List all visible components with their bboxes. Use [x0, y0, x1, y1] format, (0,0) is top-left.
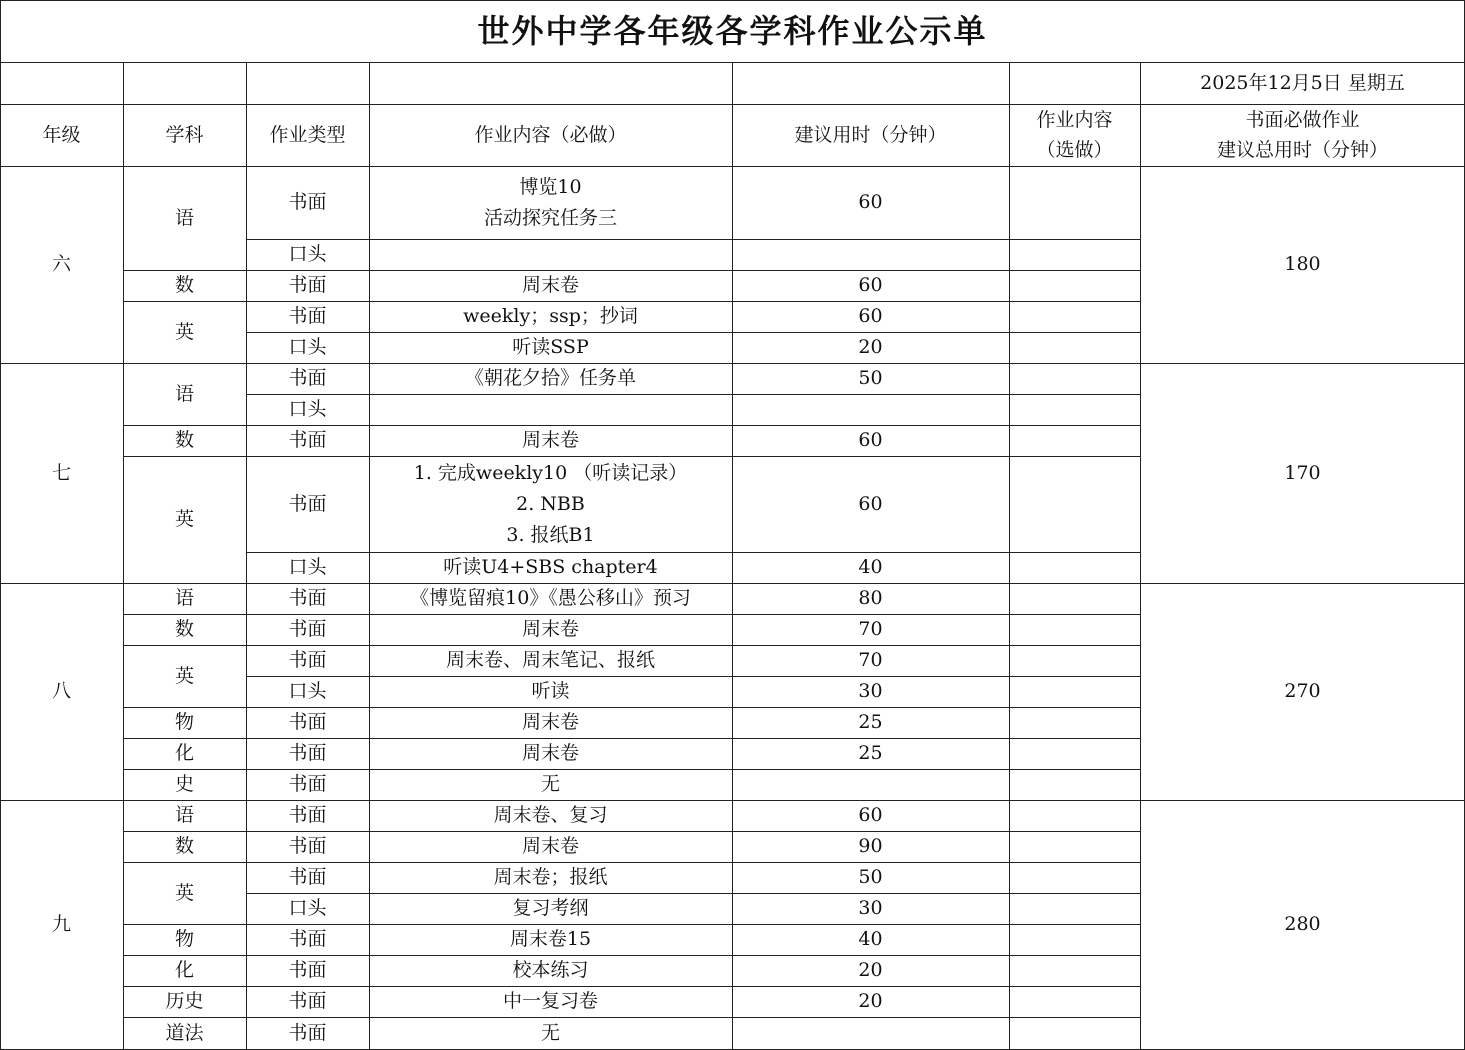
suggested-time-cell: 30 [858, 897, 883, 919]
subject-cell: 化 [174, 742, 194, 764]
subject-cell: 历史 [165, 990, 204, 1012]
subject-cell: 物 [174, 711, 194, 733]
v-rule [246, 62, 247, 1049]
header-content: 作业内容（必做） [474, 124, 627, 146]
suggested-time-cell [732, 769, 1009, 800]
homework-type-cell: 口头 [288, 680, 327, 702]
subject-cell: 数 [174, 835, 194, 857]
suggested-time-cell: 25 [858, 711, 883, 733]
suggested-time-cell: 60 [858, 429, 883, 451]
suggested-time-cell: 60 [858, 274, 883, 296]
homework-content-cell: 听读U4+SBS chapter4 [443, 556, 658, 578]
homework-type-cell: 书面 [288, 587, 327, 609]
homework-content-cell: 中一复习卷 [502, 990, 598, 1012]
suggested-time-cell: 60 [858, 305, 883, 327]
header-type: 作业类型 [269, 124, 346, 146]
homework-type-cell: 书面 [288, 773, 327, 795]
header-total: 书面必做作业 建议总用时（分钟） [1216, 109, 1388, 161]
subject-cell: 数 [174, 618, 194, 640]
h-rule [123, 955, 1141, 956]
suggested-time-cell: 50 [858, 866, 883, 888]
subject-cell: 语 [174, 804, 194, 826]
v-rule [1140, 62, 1141, 1049]
homework-content-cell: 周末卷、周末笔记、报纸 [445, 649, 655, 671]
grade-cell: 六 [51, 253, 71, 275]
homework-type-cell: 书面 [288, 191, 327, 213]
homework-type-cell: 书面 [288, 711, 327, 733]
grade-cell: 九 [51, 913, 71, 935]
homework-type-cell: 书面 [288, 804, 327, 826]
homework-content-cell: 1. 完成weekly10 （听读记录） 2. NBB 3. 报纸B1 [413, 461, 688, 546]
h-rule [123, 301, 1141, 302]
subject-cell: 数 [174, 429, 194, 451]
h-rule [246, 394, 1141, 395]
homework-content-cell: 听读SSP [512, 336, 589, 358]
header-optional: 作业内容 （选做） [1036, 109, 1113, 161]
total-time-cell: 170 [1284, 461, 1321, 484]
homework-content-cell: 周末卷 [521, 742, 579, 764]
header-grade: 年级 [42, 124, 81, 146]
v-rule [369, 62, 370, 1049]
h-rule [123, 425, 1141, 426]
h-rule [123, 831, 1141, 832]
grade-cell: 七 [51, 461, 71, 484]
total-time-cell: 280 [1284, 913, 1321, 935]
homework-content-cell: 周末卷 [521, 274, 579, 296]
homework-content-cell: 周末卷、复习 [493, 804, 608, 826]
sheet-title: 世外中学各年级各学科作业公示单 [477, 11, 988, 50]
suggested-time-cell: 80 [858, 587, 883, 609]
h-rule [246, 332, 1141, 333]
homework-type-cell: 口头 [288, 243, 327, 265]
subject-cell: 史 [174, 773, 194, 795]
h-rule [123, 270, 1141, 271]
v-rule [732, 62, 733, 1049]
homework-content-cell [369, 239, 732, 270]
suggested-time-cell: 40 [858, 556, 883, 578]
grade-cell: 八 [51, 680, 71, 702]
subject-cell: 数 [174, 274, 194, 296]
subject-cell: 语 [174, 382, 194, 405]
suggested-time-cell: 60 [858, 492, 883, 515]
homework-type-cell: 口头 [288, 556, 327, 578]
suggested-time-cell: 60 [858, 191, 883, 213]
homework-type-cell: 书面 [288, 866, 327, 888]
subject-cell: 英 [174, 508, 194, 530]
homework-content-cell: 校本练习 [512, 959, 589, 981]
homework-content-cell: 周末卷 [521, 835, 579, 857]
homework-type-cell: 书面 [288, 305, 327, 327]
subject-cell: 英 [174, 881, 194, 904]
h-rule [123, 769, 1141, 770]
h-rule [123, 645, 1141, 646]
h-rule [123, 986, 1141, 987]
homework-type-cell: 书面 [288, 959, 327, 981]
homework-content-cell: 《博览留痕10》《愚公移山》预习 [410, 587, 691, 609]
homework-content-cell: 《朝花夕拾》任务单 [464, 367, 636, 389]
header-subject: 学科 [165, 124, 204, 146]
subject-cell: 物 [174, 928, 194, 950]
homework-content-cell: 周末卷 [521, 429, 579, 451]
homework-type-cell: 书面 [288, 367, 327, 389]
suggested-time-cell: 50 [858, 367, 883, 389]
homework-type-cell: 书面 [288, 1021, 327, 1044]
v-rule [123, 62, 124, 1049]
homework-content-cell: weekly；ssp；抄词 [463, 305, 638, 327]
homework-content-cell [369, 394, 732, 425]
homework-type-cell: 书面 [288, 618, 327, 640]
suggested-time-cell: 90 [858, 835, 883, 857]
total-time-cell: 270 [1284, 680, 1321, 702]
homework-content-cell: 周末卷 [521, 711, 579, 733]
suggested-time-cell: 20 [858, 990, 883, 1012]
date-label: 2025年12月5日 星期五 [1200, 71, 1405, 94]
subject-cell: 语 [174, 587, 194, 609]
subject-cell: 英 [174, 320, 194, 343]
homework-type-cell: 书面 [288, 492, 327, 515]
v-rule [0, 0, 1, 1049]
h-rule [246, 239, 1141, 240]
h-rule [123, 614, 1141, 615]
subject-cell: 道法 [165, 1021, 204, 1044]
h-rule [123, 1017, 1141, 1018]
homework-type-cell: 口头 [288, 336, 327, 358]
homework-type-cell: 口头 [288, 398, 327, 420]
v-rule [1009, 62, 1010, 1049]
h-rule [123, 862, 1141, 863]
homework-type-cell: 书面 [288, 928, 327, 950]
h-rule [246, 676, 1141, 677]
homework-type-cell: 书面 [288, 990, 327, 1012]
homework-type-cell: 书面 [288, 274, 327, 296]
homework-type-cell: 书面 [288, 429, 327, 451]
h-rule [123, 738, 1141, 739]
subject-cell: 语 [174, 206, 194, 229]
homework-content-cell: 周末卷；报纸 [493, 866, 608, 888]
subject-cell: 英 [174, 664, 194, 687]
subject-cell: 化 [174, 959, 194, 981]
homework-type-cell: 书面 [288, 835, 327, 857]
suggested-time-cell: 30 [858, 680, 883, 702]
suggested-time-cell: 70 [858, 618, 883, 640]
suggested-time-cell [732, 394, 1009, 425]
suggested-time-cell: 40 [858, 928, 883, 950]
homework-content-cell: 无 [540, 1021, 560, 1044]
homework-content-cell: 博览10 活动探究任务三 [483, 175, 617, 229]
homework-type-cell: 口头 [288, 897, 327, 919]
suggested-time-cell: 20 [858, 336, 883, 358]
suggested-time-cell [732, 239, 1009, 270]
h-rule [123, 456, 1141, 457]
suggested-time-cell [732, 1017, 1009, 1049]
suggested-time-cell: 20 [858, 959, 883, 981]
homework-type-cell: 书面 [288, 649, 327, 671]
homework-content-cell: 周末卷 [521, 618, 579, 640]
total-time-cell: 180 [1284, 253, 1321, 275]
suggested-time-cell: 70 [858, 649, 883, 671]
h-rule [123, 707, 1141, 708]
h-rule [0, 0, 1465, 1]
homework-content-cell: 周末卷15 [509, 928, 592, 950]
h-rule [123, 924, 1141, 925]
suggested-time-cell: 60 [858, 804, 883, 826]
h-rule [246, 893, 1141, 894]
homework-content-cell: 无 [540, 773, 560, 795]
homework-type-cell: 书面 [288, 742, 327, 764]
homework-content-cell: 复习考纲 [512, 897, 589, 919]
homework-content-cell: 听读 [531, 680, 570, 702]
header-time: 建议用时（分钟） [794, 124, 947, 146]
suggested-time-cell: 25 [858, 742, 883, 764]
h-rule [246, 552, 1141, 553]
